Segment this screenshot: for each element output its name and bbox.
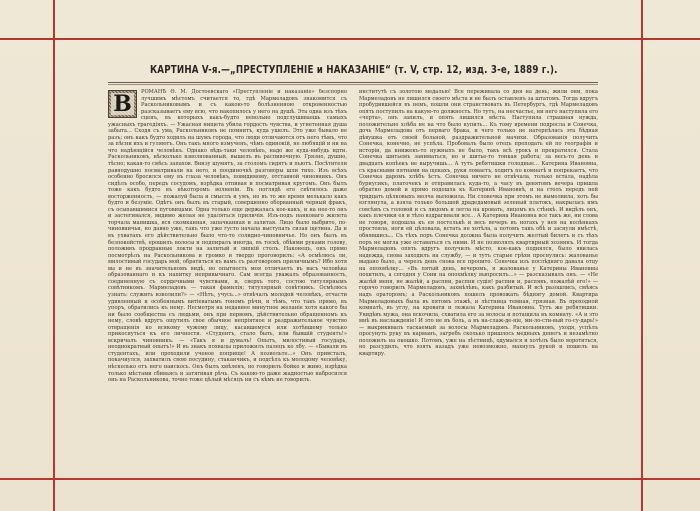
red-frame-right-line [641, 0, 643, 511]
red-frame-bottom-line [0, 478, 700, 480]
right-column-text: институтѣ съ золотою медалью! Все переживала со дня на день; жили они, пока Мармеладовъ не лишился своего мѣста и не былъ оставленъ за штатомъ. Тогда вдругъ пробудившейся въ немъ, пошли они странствовать въ Петербургъ, гдѣ Мармеладовъ опять поступилъ на какую-то должность. Но тутъ, на несчастье, ни него наступила его «черта», онъ запилъ, и опять лишился мѣста. Наступила страшная нужда, положительно хлѣба не на что было купить... Къ тому времени подросла и Сонечка, дочь Мармеладова отъ перваго брака, и чего только не натерпѣлась эта бѣдная дѣвушка отъ своей больной, раздражительной мачихи. Образованія получить Сонечка, конечно, не успѣла. Пробовалъ было отецъ преподать ей по географіи и исторіи, да книжекъ-то нужныхъ не было, такъ всѣ урокъ и прекратился. Стала Сонечка шитьемъ заниматься, но и шитье-то тонкая работа; за весь-то день и двадцать копѣекъ не выручишь... А тутъ ребятишки голодные... Катерина Ивановна, съ красными пятнами на щекахъ, руки ломаетъ, ходитъ по комнатѣ и попрекаетъ, что Сонечка даромъ хлѣбъ ѣстъ. Сонечка ничего не отвѣчала, только встала, надѣла бурнусикъ, платочекъ и отправилась куда-то, а часу въ девятомъ вечера пришла обратно домой и прямо подошла къ Катеринѣ Ивановнѣ, и на столъ передъ ней тридцать цѣлковыхъ молча выложила. Ни словечка при этомъ не вымолвила, хоть бы взглянула, а взяла только большой драдедамовый зеленый платокъ, накрылась имъ совсѣмъ съ головой и съ лицомъ и легла на кровать, лицомъ къ стѣнкѣ. И видѣлъ онъ, какъ плечики ея и тѣло вздрагивали все... А Катерина Ивановна все такъ же, ни слова не говоря, подошла къ ея постелькѣ и весь вечеръ въ ногахъ у нея на колѣнкахъ простояла, ноги ей цѣловала, встать не хотѣла, а потомъ такъ обѣ и заснули вмѣстѣ, обнявшись... Съ тѣхъ поръ Сонечка должна была получить желтый билетъ и съ тѣхъ поръ не могла уже оставаться съ ними. И не позволялъ квартирный хозяинъ. И тогда Мармеладовъ опять вдругъ получилъ мѣсто, кое-какъ поднялся, было явилась надежда, снова заходилъ на службу, — и тутъ старые грѣхи проснулись: жалованье выдано было, а черезъ день снова все пропито. Сонечка изъ послѣдняго давала отцу на опохмѣлку... «Въ пятый день, вечеромъ, я жалованье у Катерины Ивановны похитилъ, а сегодня у Сони на опохмѣлку выпросилъ...» — разсказывалъ онъ. — «Не жалѣй меня, не жалѣй, а распни, распни судія! распни и, распявъ, пожалѣй его!» — горячо говорилъ Мармеладовъ, захмѣлѣвъ, какъ разбитый. И всѣ разошлись, смѣясь надъ ораторомъ; а Раскольниковъ пошелъ провожать бѣднягу домой. Квартира Мармеладовыхъ была въ пятомъ этажѣ, и лѣстница темная, грязная. Въ проходной комнатѣ, въ углу, на кровати и лежала Катерина Ивановна. Тутъ же ребятишки. Увидѣвъ мужа, она вскочила, схватила его за волосы и потащила въ комнату. «А и это мнѣ въ наслажденіе! И это не въ боль, а въ на-слаж-де-ніе, ми-ло-сти-вый го-су-дарь!» — выкрикивалъ таскаемый за волосы Мармеладовъ. Раскольниковъ, уходя, успѣлъ просунуть руку въ карманъ, загребъ сколько пришлось медныхъ денегъ и незамѣтно положилъ на окошко. Потомъ, уже на лѣстницѣ, одумался и хотѣлъ было воротиться, но разсудилъ, что взять назадъ уже невозможно, махнулъ рукой и пошелъ на квартиру. [359, 89, 598, 357]
left-column-text: РОМАНѢ Ѳ. М. Достоевскаго «Преступленіе и наказаніе» безспорно лучшимъ мѣстомъ считается то, гдѣ Мармеладовъ знакомится съ Раскольниковымъ и съ какою-то болѣзненною откровенностью разсказываетъ ему всю, что накопилось у него на душѣ. Эта одна изъ тѣхъ сценъ, въ которыхъ какъ-будто невольно подслушиваешь самыхъ ужасныхъ трагедіяхъ. — Ужасная нищета убила гордость чувства, и угнетенная душа забыта... Сходя съ ума, Раскольниковъ не помнитъ, куда ушелъ. Это уже бывало не разъ; онъ какъ будто ходилъ на шумъ города, что люди отличаются отъ него тѣмъ, что за пѣсни ихъ и гуляютъ. Онъ такъ много измученъ, чѣмъ одинокій, не любящій и ни на что надѣющійся человѣкъ. Однако вѣдь-таки человѣкъ, надо же куда-нибудь идти. Раскольниковъ, нѣсколько взволнованный, вышелъ въ распивочную. Грязно, душно, тѣсно; какая-то смѣсь запахов. Внизу шумятъ, за столомъ сидятъ и пьютъ. Посѣтители равнодушно посматривали на него, и поодиночкѣ разговоры шли тихо. Изъ всѣхъ особенно бросился ему въ глаза человѣкъ, повидимому, отставной чиновникъ. Онъ сидѣлъ особо, передъ сосудомъ, изрѣдка отпивая и посматривая кругомъ. Онъ былъ тоже какъ будто въ нѣкоторомъ волненіи. Въ поглядѣ его свѣтилось даже восторженность, — пожалуй была и смыслъ и умъ, но въ то же время мелькало какъ будто и безуміе. Одѣтъ онъ былъ въ старый, совершенно оборванный черный фракъ, съ осыпавшимися пуговицами. Одна только еще держалась кое-какъ, и на нее-то онъ и застегивался, видимо желая не удаляться приличія. Изъ-подъ нанковаго жилета торчала манишка, вся скомканная, запачканная и залитая. Лицо было выбрито, по-чиновничьи, но давно уже, такъ что уже густо начала выступать сизая щетина. Да и въ ухватахъ его дѣйствительно было что-то солидно-чиновничье. Но онъ былъ въ безпокойствѣ, ерошилъ волосы и подпиралъ иногда, въ тоскѣ, обѣими руками голову, положивъ продранные локти на залитый и липкій столъ. Наконецъ, онъ прямо посмотрѣлъ на Раскольникова и громко и твердо проговорилъ: «А осмѣлюсь ли, милостивый государь мой, обратиться къ вамъ съ разговоромъ приличнымъ? Ибо хотя вы и не въ значительномъ видѣ, но опытность моя отличаетъ въ васъ человѣка образованнаго и къ напитку непривычнаго. Сам всегда уважалъ образованность, соединенную съ сердечными чувствами, и, сверхъ того, состою титулярнымъ совѣтникомъ. Мармеладовъ — такая фамилія; титулярный совѣтникъ. Осмѣлюсь узнать: служить изволили?» — «Нѣтъ, учусь...» отвѣчалъ молодой человѣкъ, отчасти удивленный и особеннымъ витіеватымъ тономъ рѣчи, и тѣмъ, что такъ прямо, въ упоръ, обратились къ нему. Несмотря на недавнее минутное желаніе хотя какого бы ни было сообщества съ людьми, онъ при первомъ, дѣйствительно обращенномъ къ нему, словѣ вдругъ ощутилъ свое обычное непріятное и раздражительное чувство отвращенія ко всякому чужому лицу, касавшемуся или хотѣвшему только прикоснуться къ его личности. «Студентъ, стало быть, или бывшій студентъ!» вскричалъ чиновникъ. — «Такъ я и думалъ! Опытъ, милостивый государь, неоднократный опытъ!» И въ знакъ похвалы приложилъ палецъ ко лбу. — «Бывали въ студентахъ, или проходили ученое поприще! А позвольте...» Онъ привсталъ, покачнулся, захватилъ свою посудину, стаканчикъ, и подсѣлъ къ молодому человѣку, нѣсколько отъ него наискось. Онъ былъ хмѣленъ, но говорилъ бойко и живо, изрѣдка только мѣстами сбиваясь и затягивая рѣчь. Съ какою-то даже жадностью набросился онъ на Раскольникова, точно тоже цѣлый мѣсяцъ ни съ кѣмъ не говорилъ. [108, 89, 347, 384]
title-rule-secondary [108, 84, 598, 85]
ornamental-dropcap [108, 90, 137, 118]
left-column [108, 89, 347, 471]
page-title: КАРТИНА V-я.—„ПРЕСТУПЛЕНІЕ и НАКАЗАНІЕ“ (т. V, стр. 12, изд. 3-е, 1889 г.). [150, 64, 558, 76]
title-rule [108, 82, 598, 83]
right-column [359, 89, 598, 471]
dropcap-letter: В [113, 91, 132, 117]
red-frame-left-line [53, 0, 55, 511]
red-frame-top-line [0, 38, 700, 40]
text-columns [108, 89, 598, 471]
